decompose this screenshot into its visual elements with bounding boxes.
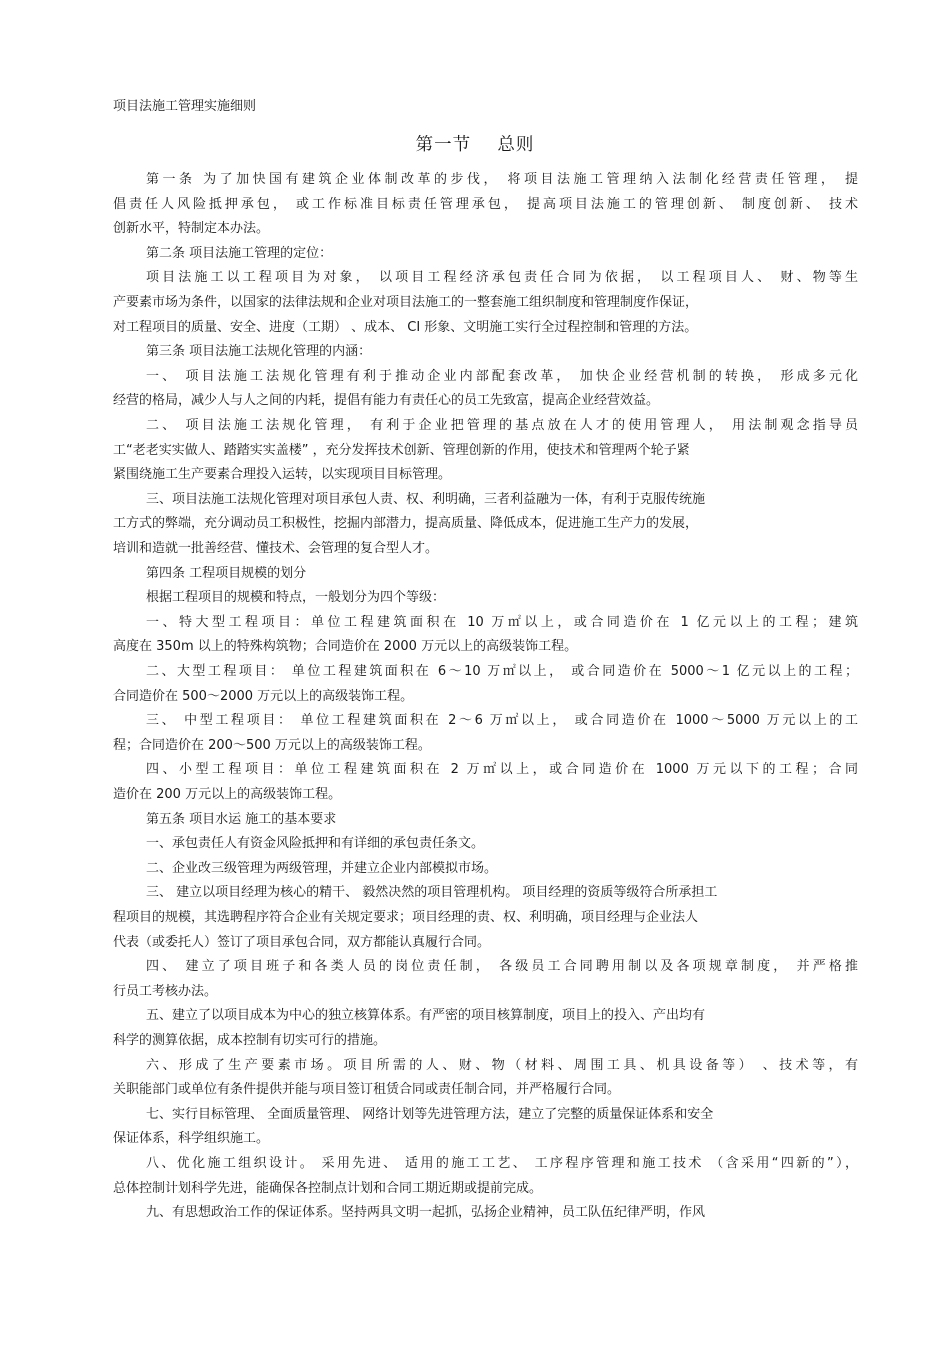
text-line: 九、有思想政治工作的保证体系。坚持两具文明一起抓，弘扬企业精神，员工队伍纪律严明，作风 [146, 1205, 706, 1221]
text-line: 三、 建立以项目经理为核心的精干、 毅然决然的项目管理机构。 项目经理的资质等级符合所承担工 [146, 885, 718, 901]
text-line: 第二条 项目法施工管理的定位： [146, 245, 333, 261]
document-title: 项目法施工管理实施细则 [113, 99, 257, 114]
text-line: 第一条 为了加快国有建筑企业体制改革的步伐， 将项目法施工管理纳入法制化经营责任管理， 提 [146, 172, 858, 187]
text-line: 二、企业改三级管理为两级管理，并建立企业内部模拟市场。 [146, 860, 498, 876]
text-line: 对工程项目的质量、安全、进度（工期） 、成本、 CI 形象、文明施工实行全过程控制和管理的方法。 [113, 319, 698, 335]
text-line: 第三条 项目法施工法规化管理的内涵： [146, 344, 372, 360]
text-line: 项目法施工以工程项目为对象， 以项目工程经济承包责任合同为依据， 以工程项目人、 财、物等生 [146, 270, 858, 286]
text-line: 第四条 工程项目规模的划分 [146, 565, 307, 581]
text-line: 培训和造就一批善经营、懂技术、会管理的复合型人才。 [113, 541, 439, 556]
text-line: 四、小型工程项目：单位工程建筑面积在 2 万㎡以上，或合同造价在 1000 万元以下的工程；合同 [146, 762, 858, 778]
text-line: 四、 建立了项目班子和各类人员的岗位责任制， 各级员工合同聘用制以及各项规章制度， 并严格推 [146, 959, 858, 975]
text-line: 一、特大型工程项目：单位工程建筑面积在 10 万㎡以上，或合同造价在 1 亿元以上的工程；建筑 [146, 614, 858, 630]
text-line: 紧围绕施工生产要素合理投入运转，以实现项目目标管理。 [113, 467, 452, 483]
text-line: 八、优化施工组织设计。 采用先进、 适用的施工工艺、 工序程序管理和施工技术 （含采用“四新的”）， [146, 1156, 858, 1171]
text-line: 六、形成了生产要素市场。项目所需的人、财、物（材料、周围工具、机具设备等） 、技术等，有 [146, 1057, 858, 1073]
text-line: 产要素市场为条件，以国家的法律法规和企业对项目法施工的一整套施工组织制度和管理制度作保证， [113, 295, 699, 310]
text-line: 二、大型工程项目： 单位工程建筑面积在 6～10 万㎡以上， 或合同造价在 5000～1 亿元以上的工程； [146, 664, 858, 679]
text-line: 行员工考核办法。 [113, 983, 218, 999]
text-line: 高度在 350m 以上的特殊构筑物；合同造价在 2000 万元以上的高级装饰工程。 [113, 639, 578, 655]
text-line: 七、实行目标管理、 全面质量管理、 网络计划等先进管理方法，建立了完整的质量保证体系和安全 [146, 1106, 714, 1122]
text-line: 倡责任人风险抵押承包， 或工作标准目标责任管理承包， 提高项目法施工的管理创新、 制度创新、 技术 [113, 196, 858, 212]
text-line: 程项目的规模，其选聘程序符合企业有关规定要求；项目经理的责、权、利明确，项目经理与企业法人 [113, 910, 699, 925]
text-line: 三、 中型工程项目： 单位工程建筑面积在 2～6 万㎡以上， 或合同造价在 1000～5000 万元以上的工 [146, 713, 858, 729]
section-heading: 第一节 总则 [415, 135, 535, 155]
text-line: 保证体系，科学组织施工。 [113, 1131, 270, 1147]
text-line: 科学的测算依据，成本控制有切实可行的措施。 [113, 1033, 387, 1048]
text-line: 总体控制计划科学先进，能确保各控制点计划和合同工期近期或提前完成。 [113, 1180, 543, 1196]
text-line: 第五条 项目水运 施工的基本要求 [146, 811, 337, 827]
text-line: 造价在 200 万元以上的高级装饰工程。 [113, 787, 342, 802]
text-line: 工方式的弊端，充分调动员工积极性，挖掘内部潜力，提高质量、降低成本，促进施工生产力的发展， [113, 516, 699, 532]
text-line: 根据工程项目的规模和特点，一般划分为四个等级： [146, 590, 446, 606]
text-line: 五、建立了以项目成本为中心的独立核算体系。有严密的项目核算制度，项目上的投入、产出均有 [146, 1008, 706, 1024]
text-line: 关职能部门或单位有条件提供并能与项目签订租赁合同或责任制合同，并严格履行合同。 [113, 1082, 621, 1098]
text-line: 一、 项目法施工法规化管理有利于推动企业内部配套改革， 加快企业经营机制的转换， 形成多元化 [146, 368, 858, 384]
text-line: 合同造价在 500～2000 万元以上的高级装饰工程。 [113, 688, 414, 704]
text-line: 二、 项目法施工法规化管理， 有利于企业把管理的基点放在人才的使用管理人， 用法制观念指导员 [146, 418, 858, 433]
text-line: 经营的格局，减少人与人之间的内耗，提倡有能力有责任心的员工先致富，提高企业经营效益。 [113, 393, 660, 409]
text-line: 程；合同造价在 200～500 万元以上的高级装饰工程。 [113, 737, 431, 753]
text-line: 一、承包责任人有资金风险抵押和有详细的承包责任条文。 [146, 836, 485, 852]
text-line: 代表（或委托人）签订了项目承包合同，双方都能认真履行合同。 [113, 934, 491, 950]
text-line: 创新水平，特制定本办法。 [113, 221, 270, 237]
text-line: 三、项目法施工法规化管理对项目承包人责、权、利明确，三者利益融为一体，有利于克服传统施 [146, 491, 706, 507]
text-line: 工“老老实实做人、踏踏实实盖楼” ，充分发挥技术创新、管理创新的作用，使技术和管理两个轮子紧 [113, 442, 690, 458]
